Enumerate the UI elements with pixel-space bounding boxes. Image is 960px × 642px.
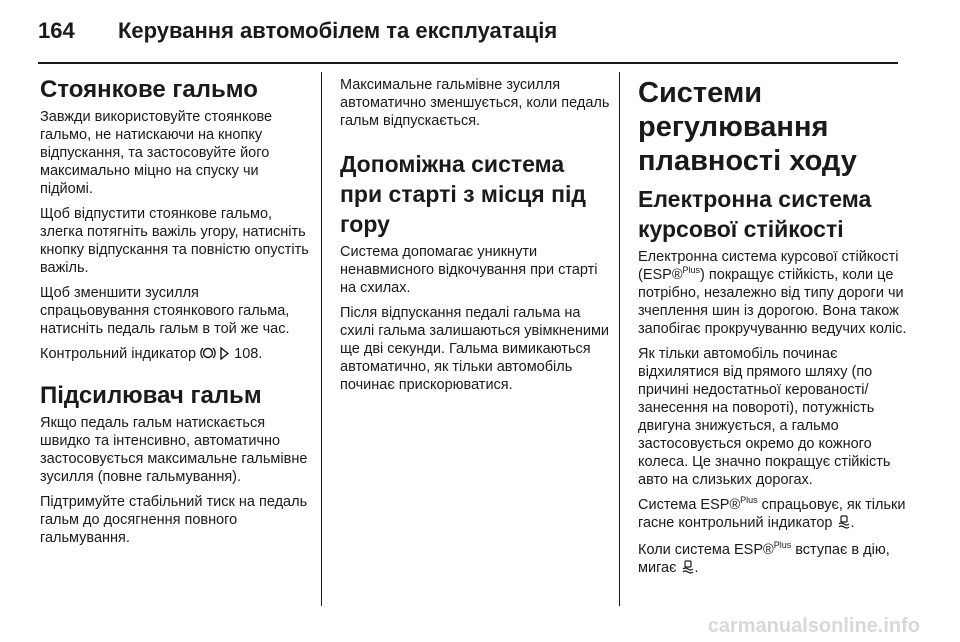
esp-p3-a: Система ESP® — [638, 497, 741, 513]
column-3 — [638, 76, 920, 586]
esp-p4-a: Коли система ESP® — [638, 542, 774, 558]
ride-control-heading: Системи регулювання плавності ходу — [638, 77, 857, 177]
hill-start-p2: Після відпускання педалі гальма на схилі гальма залишаються увімкненими ще дві секунди. Гальма вимикаються автоматично, як тільки автомобіль починає прискорюватися. — [340, 305, 610, 393]
page-reference-icon — [220, 347, 230, 365]
esp-sup-2: Plus — [740, 495, 758, 506]
esp-flashing-icon — [681, 560, 695, 579]
parking-brake-p2: Щоб відпустити стоянкове гальмо, злегка потягніть важіль угору, натисніть кнопку відпускання та повністю опустіть важіль. — [40, 206, 309, 276]
parking-brake-p4 — [40, 345, 312, 365]
watermark: carmanualsonline.info — [707, 615, 920, 637]
page-number: 164 — [38, 18, 75, 43]
parking-brake-heading: Стоянкове гальмо — [40, 76, 258, 103]
column-1 — [40, 76, 312, 554]
esp-p1-a: Електронна система курсової стійкості (ESP® — [638, 249, 899, 283]
brake-assist-p2: Підтримуйте стабільний тиск на педаль гальм до досягнення повного гальмування. — [40, 494, 308, 546]
hill-start-heading: Допоміжна система при старті з місця під гору — [340, 151, 586, 237]
esp-p1-b: ) покращує стійкість, коли це потрібно, незалежно від типу дороги чи зчеплення шин із дорогою. Вона також запобігає прокручуванню ведучих коліс. — [638, 267, 907, 337]
page-header — [38, 18, 918, 48]
indicator-text: Контрольний індикатор — [40, 346, 197, 362]
esp-heading: Електронна система курсової стійкості — [638, 186, 872, 242]
parking-brake-p1: Завжди використовуйте стоянкове гальмо, не натискаючи на кнопку відпускання, та застосовуйте його максимально міцно на спуску чи підйомі. — [40, 109, 273, 197]
chapter-title: Керування автомобілем та експлуатація — [118, 18, 558, 43]
brake-assist-p1: Якщо педаль гальм натискається швидко та інтенсивно, автоматично застосовується максимальне гальмівне зусилля (повне гальмування). — [40, 415, 308, 485]
esp-p2: Як тільки автомобіль починає відхилятися від прямого шляху (по причині недостатньої керованості/занесення на повороті), потужність двигуна знижується, а гальмо застосовується окремо до кожного колеса. Це значно покращує стійкість авто на слизьких дорогах. — [638, 346, 891, 488]
esp-p3-b: спрацьовує, як тільки гасне контрольний індикатор — [638, 497, 906, 531]
esp-p4-b: вступає в дію, мигає — [638, 542, 890, 576]
brake-warning-icon — [200, 346, 216, 365]
brake-assist-p3: Максимальне гальмівне зусилля автоматично зменшується, коли педаль гальм відпускається. — [340, 77, 610, 129]
column-divider-1 — [321, 72, 322, 606]
esp-p1 — [638, 248, 920, 338]
indicator-page-ref[interactable]: 108. — [234, 346, 263, 362]
esp-p4: Коли система ESP®$^{Plus}$ вступає в дію, мигає . — [638, 541, 920, 579]
esp-indicator-icon — [837, 515, 851, 534]
esp-p3: Система ESP®$^{Plus}$ спрацьовує, як тільки гасне контрольний індикатор . — [638, 496, 920, 534]
esp-sup-3: Plus — [773, 540, 792, 551]
esp-sup-1: Plus — [682, 265, 701, 276]
parking-brake-p3: Щоб зменшити зусилля спрацьовування стоянкового гальма, натисніть педаль гальм в той же час. — [40, 285, 290, 337]
hill-start-p1: Система допомагає уникнути ненавмисного відкочування при старті на схилах. — [340, 244, 598, 296]
brake-assist-heading: Підсилювач гальм — [40, 382, 262, 409]
column-2 — [340, 76, 610, 401]
header-rule — [38, 62, 898, 64]
column-divider-2 — [619, 72, 620, 606]
